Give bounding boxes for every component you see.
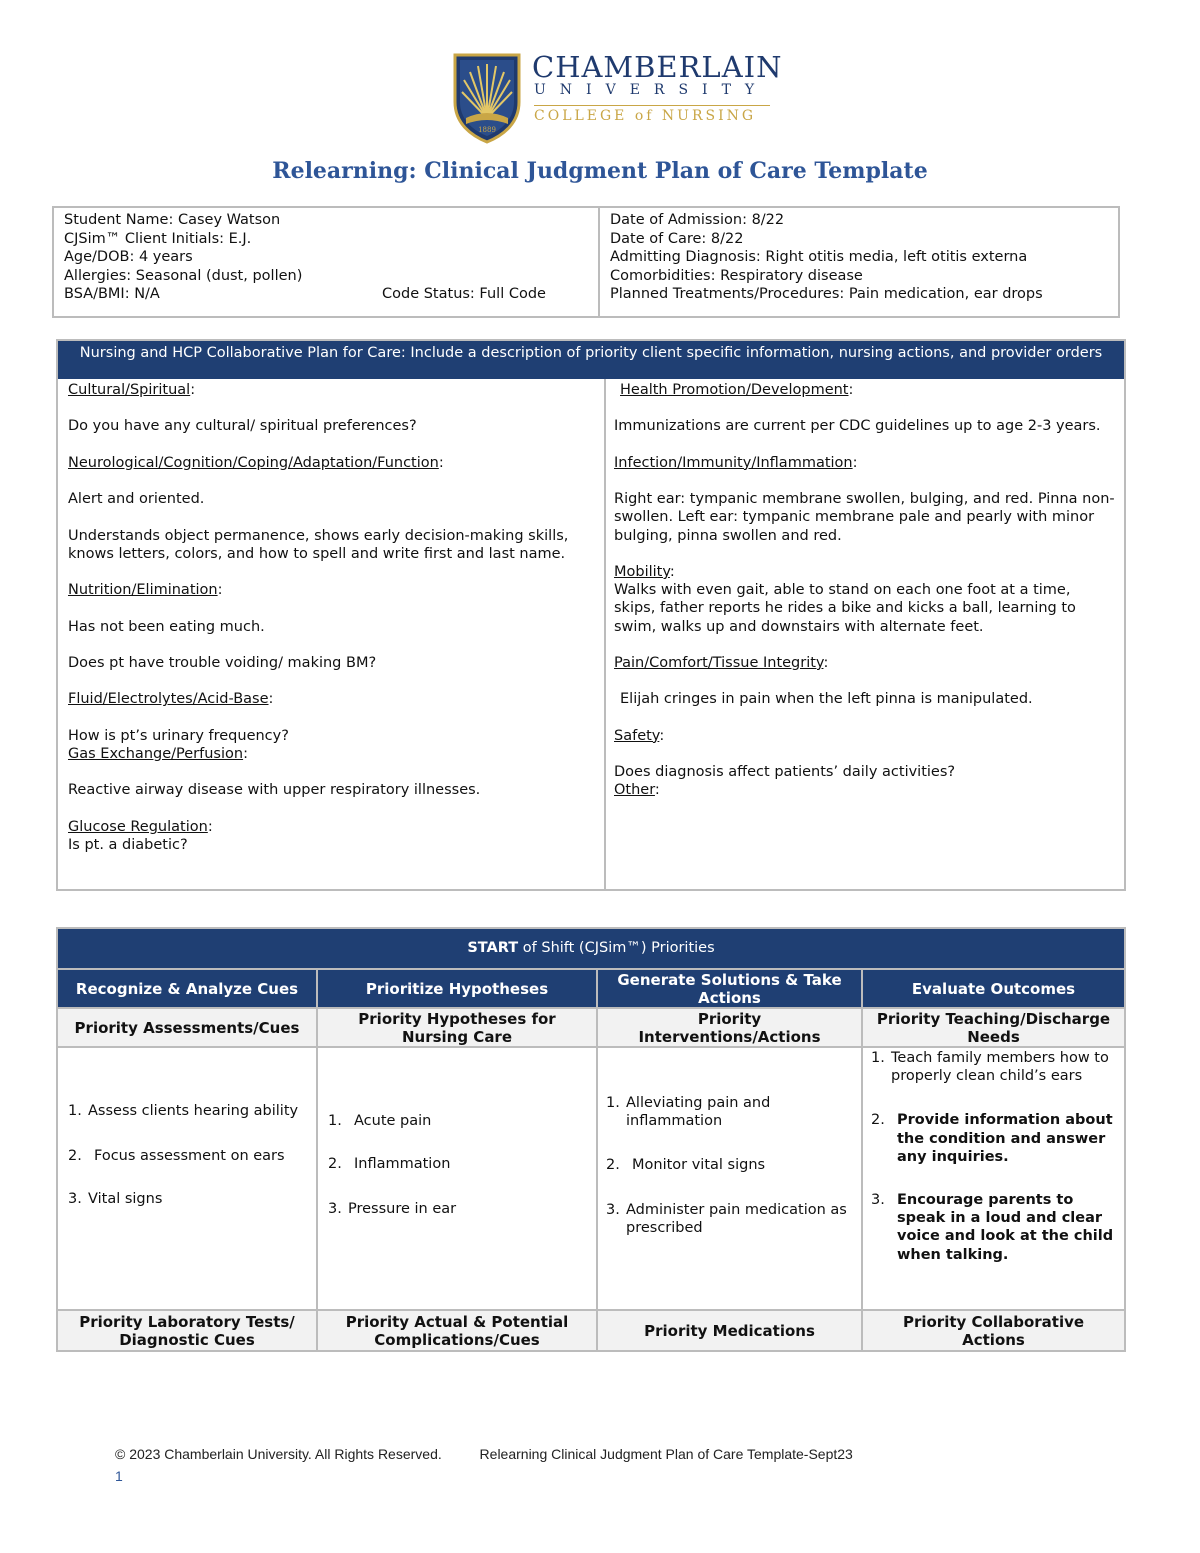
subheader-hypotheses: Priority Hypotheses for Nursing Care	[318, 1007, 596, 1046]
collaborative-plan-header: Nursing and HCP Collaborative Plan for Care: Include a description of priority client specific information, nursing actions, and provider orders	[58, 341, 1124, 379]
collaborative-plan	[56, 339, 1126, 891]
nutrition-heading	[68, 581, 596, 599]
list-item	[606, 1094, 855, 1130]
logo-line2: UNIVERSITY	[534, 82, 769, 98]
student-info-left	[54, 208, 600, 316]
subheader-interventions: Priority Interventions/Actions	[598, 1007, 861, 1046]
list-number: 2.	[871, 1112, 885, 1129]
student-name: Student Name: Casey Watson	[64, 212, 281, 228]
column-header-evaluate: Evaluate Outcomes	[863, 968, 1124, 1007]
list-number: 1.	[68, 1103, 82, 1119]
list-number: 2.	[328, 1156, 342, 1173]
colon: :	[243, 745, 248, 762]
logo-divider	[534, 105, 770, 106]
column-divider	[861, 968, 863, 1350]
health-label: Health Promotion/Development	[620, 382, 849, 398]
colon: :	[190, 382, 196, 398]
cultural-text: Do you have any cultural/ spiritual preferences?	[68, 418, 417, 435]
shift-priorities-table	[56, 927, 1126, 1352]
list-item	[68, 1147, 310, 1165]
colon: :	[217, 582, 223, 599]
list-number: 2.	[68, 1148, 82, 1165]
other-heading	[614, 781, 1116, 799]
list-number: 3.	[328, 1201, 342, 1218]
cultural-heading	[68, 381, 596, 399]
pain-label: Pain/Comfort/Tissue Integrity	[614, 654, 824, 671]
teaching-3: Encourage parents to speak in a loud and clear voice and look at the child when talking.	[897, 1192, 1114, 1263]
subheader-teaching: Priority Teaching/Discharge Needs	[863, 1007, 1124, 1046]
fluid-label: Fluid/Electrolytes/Acid-Base	[68, 691, 269, 708]
list-item	[328, 1112, 590, 1130]
shield-icon	[452, 52, 522, 144]
list-item	[328, 1155, 590, 1173]
teaching-cell	[863, 1046, 1124, 1309]
list-item	[606, 1201, 855, 1237]
hypothesis-1: Acute pain	[354, 1113, 432, 1129]
logo-line3: COLLEGE of NURSING	[534, 108, 757, 124]
colon: :	[654, 782, 660, 799]
list-item	[871, 1191, 1118, 1264]
list-item	[606, 1156, 855, 1174]
bsa-code-row	[64, 285, 598, 304]
colon: :	[659, 727, 665, 744]
page-number: 1	[115, 1468, 123, 1484]
priorities-title	[58, 929, 1124, 968]
nutrition-label: Nutrition/Elimination	[68, 582, 218, 599]
collaborative-plan-right	[608, 379, 1124, 889]
list-number: 1.	[328, 1113, 342, 1129]
bottom-header-lab-tests: Priority Laboratory Tests/ Diagnostic Cues	[58, 1309, 316, 1350]
list-item	[871, 1049, 1118, 1085]
glucose-label: Glucose Regulation	[68, 818, 208, 835]
hypothesis-3: Pressure in ear	[348, 1201, 457, 1218]
health-heading	[614, 381, 1116, 399]
intervention-2: Monitor vital signs	[632, 1157, 766, 1174]
comorbidities: Comorbidities: Respiratory disease	[610, 267, 863, 284]
list-number: 3.	[68, 1191, 82, 1208]
assessment-3: Vital signs	[88, 1191, 163, 1208]
column-divider	[596, 968, 598, 1350]
interventions-cell	[598, 1046, 861, 1309]
list-item	[328, 1200, 590, 1218]
assessment-2: Focus assessment on ears	[94, 1148, 285, 1165]
bsa-bmi: BSA/BMI: N/A	[64, 286, 160, 302]
gas-label: Gas Exchange/Perfusion	[68, 745, 244, 762]
infection-text: Right ear: tympanic membrane swollen, bulging, and red. Pinna non-swollen. Left ear: tympanic membrane pale and pearly with minor bulging, pinna swollen and red.	[614, 491, 1115, 544]
list-item	[68, 1102, 310, 1120]
pain-text: Elijah cringes in pain when the left pinna is manipulated.	[620, 691, 1033, 708]
list-number: 1.	[606, 1095, 620, 1111]
neuro-heading	[68, 454, 596, 472]
list-item	[68, 1190, 310, 1208]
priorities-title-bold: START	[467, 940, 519, 956]
nutrition-text-2: Does pt have trouble voiding/ making BM?	[68, 654, 377, 671]
allergies: Allergies: Seasonal (dust, pollen)	[64, 267, 303, 284]
age-dob: Age/DOB: 4 years	[64, 249, 193, 265]
colon: :	[852, 454, 858, 471]
footer	[115, 1446, 853, 1462]
hypothesis-2: Inflammation	[354, 1156, 451, 1173]
other-label: Other	[614, 782, 655, 799]
admitting-diagnosis: Admitting Diagnosis: Right otitis media, left otitis externa	[610, 249, 1028, 265]
colon: :	[823, 654, 829, 671]
safety-heading	[614, 727, 1116, 745]
student-info-box	[52, 206, 1120, 318]
safety-text: Does diagnosis affect patients’ daily activities?	[614, 764, 956, 781]
gas-heading	[68, 745, 596, 763]
hypotheses-cell	[318, 1046, 596, 1309]
assessments-cell	[58, 1046, 316, 1309]
column-header-recognize: Recognize & Analyze Cues	[58, 968, 316, 1007]
colon: :	[268, 691, 274, 708]
pain-heading	[614, 654, 1116, 672]
document-name: Relearning Clinical Judgment Plan of Care Template-Sept23	[479, 1446, 853, 1462]
list-number: 3.	[606, 1201, 620, 1218]
column-divider	[316, 968, 318, 1350]
assessment-1: Assess clients hearing ability	[88, 1103, 299, 1119]
list-number: 1.	[871, 1050, 885, 1066]
health-text: Immunizations are current per CDC guidelines up to age 2-3 years.	[614, 418, 1101, 435]
subheader-assessments: Priority Assessments/Cues	[58, 1007, 316, 1046]
bottom-header-complications: Priority Actual & Potential Complications/Cues	[318, 1309, 596, 1350]
copyright-text: © 2023 Chamberlain University. All Rights Reserved.	[115, 1446, 442, 1462]
neuro-text-1: Alert and oriented.	[68, 491, 205, 508]
safety-label: Safety	[614, 727, 660, 744]
column-header-prioritize: Prioritize Hypotheses	[318, 968, 596, 1007]
care-date: Date of Care: 8/22	[610, 230, 744, 247]
intervention-1: Alleviating pain and inflammation	[626, 1095, 771, 1130]
glucose-text: Is pt. a diabetic?	[68, 836, 188, 853]
gas-text: Reactive airway disease with upper respiratory illnesses.	[68, 782, 481, 799]
neuro-text-2: Understands object permanence, shows early decision-making skills, knows letters, colors, and how to spell and write first and last name.	[68, 527, 569, 562]
list-number: 3.	[871, 1192, 885, 1209]
student-info-right	[602, 208, 1118, 316]
list-item	[871, 1111, 1118, 1166]
infection-label: Infection/Immunity/Inflammation	[614, 454, 853, 471]
colon: :	[669, 563, 675, 580]
nutrition-text-1: Has not been eating much.	[68, 618, 265, 635]
admission-date: Date of Admission: 8/22	[610, 212, 785, 228]
bottom-header-collaborative: Priority Collaborative Actions	[863, 1309, 1124, 1350]
colon: :	[848, 382, 854, 398]
neuro-label: Neurological/Cognition/Coping/Adaptation/Function	[68, 454, 439, 471]
list-number: 2.	[606, 1157, 620, 1174]
planned-treatments: Planned Treatments/Procedures: Pain medication, ear drops	[610, 286, 1043, 302]
logo-line1: CHAMBERLAIN	[532, 50, 783, 84]
fluid-text: How is pt’s urinary frequency?	[68, 727, 289, 744]
logo-year: 1889	[478, 126, 496, 134]
colon: :	[207, 818, 213, 835]
code-status: Code Status: Full Code	[382, 286, 546, 302]
infection-heading	[614, 454, 1116, 472]
glucose-heading	[68, 818, 596, 836]
collaborative-plan-left	[58, 379, 606, 889]
bottom-header-medications: Priority Medications	[598, 1309, 861, 1350]
priorities-title-rest: of Shift (CJSim™) Priorities	[518, 940, 715, 956]
mobility-label: Mobility	[614, 563, 670, 580]
intervention-3: Administer pain medication as prescribed	[626, 1201, 847, 1236]
column-header-generate: Generate Solutions & Take Actions	[598, 968, 861, 1007]
chamberlain-logo	[452, 50, 783, 144]
cultural-label: Cultural/Spiritual	[68, 382, 191, 398]
fluid-heading	[68, 690, 596, 708]
colon: :	[438, 454, 444, 471]
mobility-text: Walks with even gait, able to stand on each one foot at a time, skips, father reports he rides a bike and kicks a ball, learning to swim, walks up and downstairs with alternate feet.	[614, 582, 1076, 635]
teaching-1: Teach family members how to properly clean child’s ears	[891, 1050, 1109, 1085]
page-title: Relearning: Clinical Judgment Plan of Care Template	[272, 158, 928, 184]
mobility-heading	[614, 563, 1116, 581]
teaching-2: Provide information about the condition and answer any inquiries.	[897, 1112, 1113, 1165]
client-initials: CJSim™ Client Initials: E.J.	[64, 230, 252, 247]
